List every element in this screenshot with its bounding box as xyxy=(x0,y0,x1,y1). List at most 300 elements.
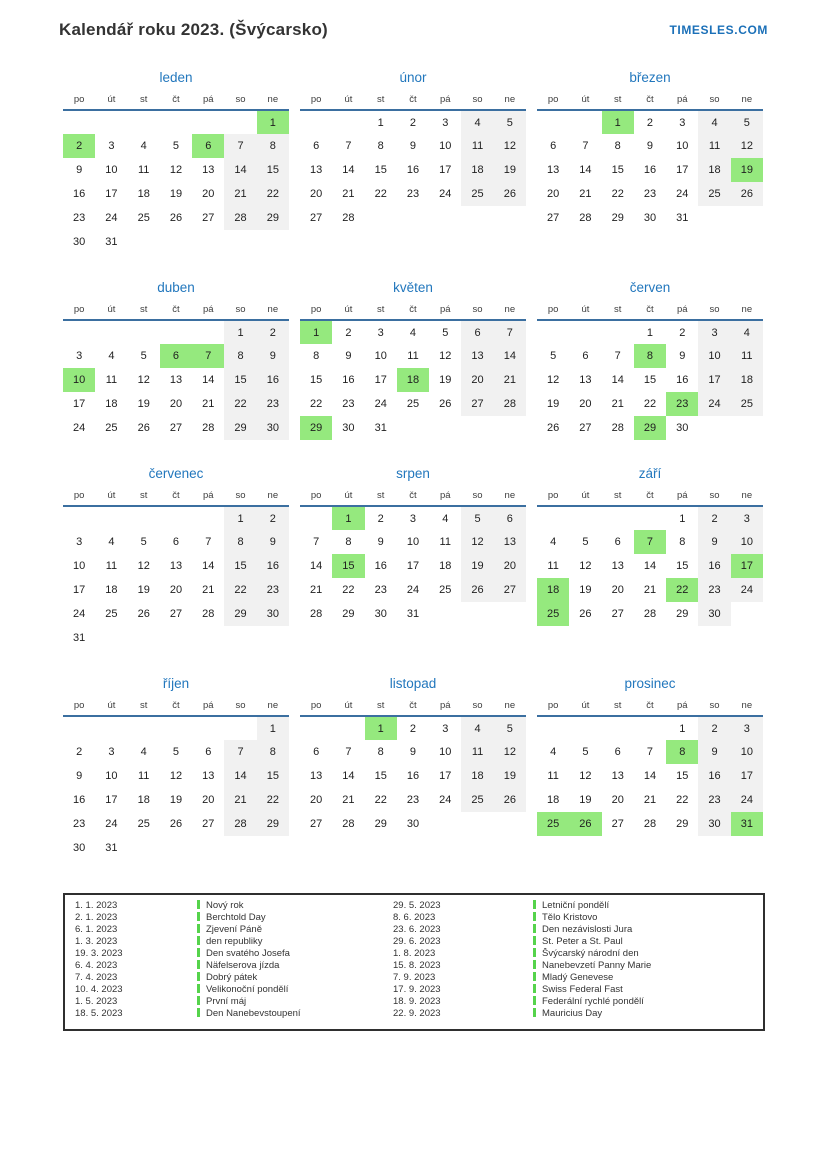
weekday-header: ne xyxy=(731,696,763,716)
day-cell-empty xyxy=(397,416,429,440)
month-tile-prosinec xyxy=(537,676,763,860)
day-cell: 21 xyxy=(643,794,657,806)
holiday-date: 23. 6. 2023 xyxy=(393,924,441,935)
day-cell: 4 xyxy=(550,746,557,758)
day-cell: 18 xyxy=(698,158,730,182)
day-cell: 20 xyxy=(547,188,560,200)
holiday-entry xyxy=(533,924,755,936)
holiday-name: Den nezávislosti Jura xyxy=(542,924,633,935)
month-tile-květen xyxy=(300,280,526,440)
month-title: červenec xyxy=(148,466,204,481)
day-cell: 14 xyxy=(202,560,215,572)
day-cell: 6 xyxy=(614,536,621,548)
week-row xyxy=(300,110,526,134)
day-cell: 21 xyxy=(643,584,657,596)
day-cell: 6 xyxy=(313,140,320,152)
holiday-entry xyxy=(533,936,755,948)
day-cell: 18 xyxy=(105,398,118,410)
weekday-header: pá xyxy=(666,696,698,716)
day-cell-empty xyxy=(128,836,160,860)
day-cell: 12 xyxy=(137,374,150,386)
holiday-date: 1. 8. 2023 xyxy=(393,948,436,959)
week-row xyxy=(300,740,526,764)
day-cell: 3 xyxy=(108,140,115,152)
day-cell: 31 xyxy=(105,842,118,854)
holiday-entry xyxy=(197,972,393,984)
day-cell: 6 xyxy=(614,746,621,758)
day-cell: 12 xyxy=(169,770,183,782)
weekday-header: čt xyxy=(397,696,429,716)
day-cell: 14 xyxy=(342,164,355,176)
weekday-header: ne xyxy=(494,696,526,716)
week-row xyxy=(300,812,526,836)
weekday-header: pá xyxy=(429,486,461,506)
day-cell: 30 xyxy=(698,812,730,836)
weekday-header: út xyxy=(95,90,127,110)
week-row xyxy=(63,344,289,368)
weekday-header: st xyxy=(128,486,160,506)
day-cell: 23 xyxy=(257,392,289,416)
holiday-name: Dobrý pátek xyxy=(206,972,258,983)
day-cell-empty xyxy=(257,230,289,254)
weekday-header: čt xyxy=(634,90,666,110)
week-row xyxy=(537,416,763,440)
day-cell: 29 xyxy=(611,212,624,224)
day-cell: 4 xyxy=(698,110,730,134)
day-cell: 30 xyxy=(643,212,657,224)
day-cell: 8 xyxy=(345,536,352,548)
day-cell: 1 xyxy=(365,716,397,740)
day-cell: 19 xyxy=(439,374,452,386)
holiday-name: Nanebevzetí Panny Marie xyxy=(542,960,652,971)
holiday-marker-icon xyxy=(533,924,536,933)
day-cell: 17 xyxy=(731,764,763,788)
holiday-date: 1. 5. 2023 xyxy=(75,996,118,1007)
holiday-marker-icon xyxy=(533,960,536,969)
day-cell: 9 xyxy=(409,746,417,758)
weekday-header: ne xyxy=(494,486,526,506)
week-row xyxy=(63,554,289,578)
day-cell: 1 xyxy=(646,326,654,339)
holiday-name: Den Nanebevstoupení xyxy=(206,1008,301,1019)
day-cell-empty xyxy=(224,716,256,740)
day-cell: 29 xyxy=(224,602,256,626)
day-cell: 29 xyxy=(374,818,387,830)
day-cell: 2 xyxy=(257,320,289,344)
day-cell: 19 xyxy=(494,764,526,788)
holidays-box xyxy=(63,893,765,1031)
day-cell: 5 xyxy=(550,350,557,362)
weekday-header: út xyxy=(332,300,364,320)
weekday-header: pá xyxy=(192,90,224,110)
holiday-marker-icon xyxy=(197,924,200,933)
month-tile-srpen xyxy=(300,466,526,650)
weekday-header: so xyxy=(461,300,493,320)
day-cell: 29 xyxy=(676,818,689,830)
day-cell: 14 xyxy=(579,164,592,176)
day-cell: 31 xyxy=(676,212,689,224)
day-cell: 1 xyxy=(224,320,256,344)
weekday-header: čt xyxy=(160,90,192,110)
day-cell: 3 xyxy=(442,116,449,129)
day-cell-empty xyxy=(634,716,666,740)
day-cell: 27 xyxy=(611,818,624,830)
day-cell: 18 xyxy=(137,794,150,806)
holiday-date: 7. 4. 2023 xyxy=(75,972,118,983)
day-cell: 12 xyxy=(579,560,592,572)
holiday-marker-icon xyxy=(197,996,200,1005)
weekday-header: st xyxy=(365,300,397,320)
weekday-header: pá xyxy=(192,696,224,716)
holiday-marker-icon xyxy=(197,912,200,921)
day-cell: 26 xyxy=(494,182,526,206)
holiday-name: Letniční pondělí xyxy=(542,900,610,911)
day-cell: 11 xyxy=(105,374,118,386)
day-cell: 26 xyxy=(569,812,601,836)
week-row xyxy=(63,788,289,812)
holiday-name: Švýcarský národní den xyxy=(542,948,639,959)
day-cell: 9 xyxy=(698,530,730,554)
month-table xyxy=(63,486,289,650)
day-cell: 25 xyxy=(731,392,763,416)
day-cell: 5 xyxy=(582,746,589,758)
day-cell: 21 xyxy=(342,188,355,200)
day-cell: 26 xyxy=(169,212,183,224)
holiday-name: Nový rok xyxy=(206,900,244,911)
holiday-marker-icon xyxy=(197,948,200,957)
weekday-header: po xyxy=(63,486,95,506)
day-cell: 19 xyxy=(547,398,560,410)
day-cell: 6 xyxy=(192,134,224,158)
day-cell: 8 xyxy=(224,530,256,554)
day-cell: 25 xyxy=(105,608,118,620)
day-cell: 14 xyxy=(224,158,256,182)
day-cell: 28 xyxy=(494,392,526,416)
holiday-entry xyxy=(533,912,755,924)
day-cell-empty xyxy=(429,206,461,230)
day-cell-empty xyxy=(332,716,364,740)
day-cell: 4 xyxy=(550,536,557,548)
week-row xyxy=(63,812,289,836)
day-cell: 31 xyxy=(731,812,763,836)
day-cell: 5 xyxy=(140,350,147,362)
holiday-date: 19. 3. 2023 xyxy=(75,948,123,959)
day-cell: 27 xyxy=(494,578,526,602)
day-cell: 25 xyxy=(461,788,493,812)
day-cell: 20 xyxy=(611,794,624,806)
weekday-header: út xyxy=(332,486,364,506)
day-cell: 9 xyxy=(76,770,83,782)
day-cell: 12 xyxy=(731,134,763,158)
month-tile-únor xyxy=(300,70,526,254)
months-grid xyxy=(63,70,763,860)
holiday-marker-icon xyxy=(533,972,536,981)
day-cell: 22 xyxy=(310,398,323,410)
day-cell: 18 xyxy=(137,188,150,200)
day-cell-empty xyxy=(461,602,493,626)
day-cell: 9 xyxy=(646,140,654,152)
holiday-date: 1. 3. 2023 xyxy=(75,936,118,947)
day-cell: 17 xyxy=(105,794,118,806)
day-cell: 6 xyxy=(160,344,192,368)
day-cell: 9 xyxy=(257,344,289,368)
week-row xyxy=(63,230,289,254)
day-cell: 5 xyxy=(494,716,526,740)
day-cell: 27 xyxy=(310,212,323,224)
day-cell: 13 xyxy=(202,164,215,176)
weekday-header: po xyxy=(537,90,569,110)
day-cell: 20 xyxy=(310,188,323,200)
day-cell: 6 xyxy=(205,746,212,758)
day-cell: 7 xyxy=(313,536,320,548)
day-cell-empty xyxy=(128,110,160,134)
day-cell: 23 xyxy=(73,212,86,224)
holiday-date: 15. 8. 2023 xyxy=(393,960,441,971)
day-cell: 29 xyxy=(342,608,355,620)
day-cell: 22 xyxy=(224,578,256,602)
day-cell-empty xyxy=(494,812,526,836)
weekday-header: pá xyxy=(429,90,461,110)
day-cell: 22 xyxy=(374,188,387,200)
weekday-header: čt xyxy=(160,300,192,320)
day-cell: 13 xyxy=(310,770,323,782)
day-cell: 14 xyxy=(494,344,526,368)
day-cell: 12 xyxy=(547,374,560,386)
week-row xyxy=(63,578,289,602)
day-cell: 3 xyxy=(442,722,449,735)
day-cell: 6 xyxy=(582,350,589,362)
day-cell-empty xyxy=(300,716,332,740)
week-row xyxy=(300,134,526,158)
day-cell: 29 xyxy=(257,812,289,836)
week-row xyxy=(300,416,526,440)
weekday-header: so xyxy=(698,300,730,320)
month-tile-duben xyxy=(63,280,289,440)
day-cell: 2 xyxy=(76,746,83,758)
day-cell-empty xyxy=(128,716,160,740)
day-cell: 15 xyxy=(611,164,624,176)
day-cell: 3 xyxy=(409,512,417,525)
day-cell: 4 xyxy=(461,110,493,134)
day-cell-empty xyxy=(63,320,95,344)
day-cell-empty xyxy=(602,716,634,740)
holiday-date: 10. 4. 2023 xyxy=(75,984,123,995)
day-cell: 30 xyxy=(406,818,420,830)
day-cell: 24 xyxy=(439,188,452,200)
day-cell: 23 xyxy=(374,584,387,596)
day-cell: 5 xyxy=(494,110,526,134)
weekday-header: pá xyxy=(666,486,698,506)
day-cell: 7 xyxy=(205,536,212,548)
site-link[interactable]: TIMESLES.COM xyxy=(669,23,768,37)
week-row xyxy=(63,134,289,158)
holiday-name: Mauricius Day xyxy=(542,1008,603,1019)
day-cell: 16 xyxy=(374,560,387,572)
weekday-header: čt xyxy=(634,486,666,506)
month-title: únor xyxy=(399,70,427,85)
day-cell: 13 xyxy=(169,560,183,572)
day-cell: 10 xyxy=(406,536,420,548)
day-cell: 23 xyxy=(698,578,730,602)
day-cell: 28 xyxy=(202,422,215,434)
week-row xyxy=(63,740,289,764)
day-cell-empty xyxy=(494,206,526,230)
day-cell: 17 xyxy=(439,164,452,176)
holiday-marker-icon xyxy=(197,972,200,981)
day-cell-empty xyxy=(128,506,160,530)
day-cell: 1 xyxy=(300,320,332,344)
weekday-header: čt xyxy=(160,486,192,506)
day-cell: 14 xyxy=(611,374,624,386)
week-row xyxy=(300,320,526,344)
month-title: červen xyxy=(629,280,671,295)
weekday-header: st xyxy=(365,90,397,110)
weekday-header: pá xyxy=(429,300,461,320)
weekday-header: so xyxy=(224,300,256,320)
month-title: listopad xyxy=(389,676,437,691)
holiday-entry xyxy=(197,984,393,996)
day-cell-empty xyxy=(537,320,569,344)
day-cell-empty xyxy=(128,230,160,254)
week-row xyxy=(537,788,763,812)
day-cell-empty xyxy=(698,206,730,230)
week-row xyxy=(537,134,763,158)
day-cell-empty xyxy=(95,506,127,530)
month-tile-listopad xyxy=(300,676,526,860)
weekday-header: út xyxy=(95,300,127,320)
day-cell: 30 xyxy=(698,602,730,626)
day-cell: 6 xyxy=(172,536,180,548)
day-cell: 28 xyxy=(643,818,657,830)
day-cell-empty xyxy=(224,836,256,860)
day-cell: 24 xyxy=(374,398,387,410)
weekday-header: so xyxy=(224,696,256,716)
day-cell-empty xyxy=(300,506,332,530)
day-cell: 20 xyxy=(611,584,624,596)
day-cell: 13 xyxy=(579,374,592,386)
day-cell: 16 xyxy=(406,770,420,782)
day-cell: 30 xyxy=(374,608,387,620)
day-cell: 22 xyxy=(666,578,698,602)
day-cell: 16 xyxy=(643,164,657,176)
weekday-header: čt xyxy=(397,486,429,506)
weekday-header: ne xyxy=(731,300,763,320)
week-row xyxy=(537,392,763,416)
day-cell: 27 xyxy=(202,212,215,224)
day-cell: 4 xyxy=(442,512,449,525)
holiday-marker-icon xyxy=(533,996,536,1005)
holiday-marker-icon xyxy=(533,912,536,921)
holiday-name: Velikonoční pondělí xyxy=(206,984,289,995)
holiday-date: 17. 9. 2023 xyxy=(393,984,441,995)
day-cell: 13 xyxy=(202,770,215,782)
day-cell: 29 xyxy=(634,416,666,440)
week-row xyxy=(537,182,763,206)
day-cell: 10 xyxy=(105,770,118,782)
weekday-header: so xyxy=(698,486,730,506)
day-cell: 13 xyxy=(547,164,560,176)
holiday-date: 22. 9. 2023 xyxy=(393,1008,441,1019)
day-cell: 26 xyxy=(137,422,150,434)
weekday-header: st xyxy=(602,90,634,110)
day-cell: 23 xyxy=(257,578,289,602)
day-cell: 23 xyxy=(342,398,355,410)
holiday-entry xyxy=(197,900,393,912)
weekday-header: po xyxy=(537,486,569,506)
day-cell-empty xyxy=(731,206,763,230)
week-row xyxy=(300,788,526,812)
day-cell: 24 xyxy=(73,422,86,434)
day-cell: 30 xyxy=(257,416,289,440)
week-row xyxy=(63,392,289,416)
month-title: říjen xyxy=(162,676,190,691)
week-row xyxy=(300,182,526,206)
day-cell: 28 xyxy=(643,608,657,620)
day-cell: 20 xyxy=(169,584,183,596)
day-cell: 15 xyxy=(676,560,689,572)
day-cell: 12 xyxy=(137,560,150,572)
day-cell-empty xyxy=(461,812,493,836)
weekday-header: st xyxy=(128,696,160,716)
weekday-header: so xyxy=(461,696,493,716)
day-cell: 13 xyxy=(611,770,624,782)
day-cell: 28 xyxy=(611,422,624,434)
day-cell: 3 xyxy=(731,506,763,530)
weekday-header: ne xyxy=(257,90,289,110)
holiday-date: 7. 9. 2023 xyxy=(393,972,436,983)
day-cell: 7 xyxy=(345,746,352,758)
day-cell: 2 xyxy=(679,326,686,339)
holiday-entry xyxy=(197,1008,393,1020)
day-cell: 17 xyxy=(73,398,86,410)
day-cell: 4 xyxy=(108,536,115,548)
day-cell: 19 xyxy=(731,158,763,182)
day-cell: 19 xyxy=(461,554,493,578)
day-cell: 3 xyxy=(698,320,730,344)
day-cell-empty xyxy=(332,110,364,134)
day-cell: 25 xyxy=(698,182,730,206)
weekday-header: so xyxy=(224,486,256,506)
holiday-marker-icon xyxy=(197,960,200,969)
day-cell: 21 xyxy=(202,398,215,410)
day-cell-empty xyxy=(160,506,192,530)
day-cell: 16 xyxy=(698,554,730,578)
day-cell: 21 xyxy=(494,368,526,392)
week-row xyxy=(300,368,526,392)
week-row xyxy=(300,344,526,368)
day-cell: 10 xyxy=(439,140,452,152)
day-cell: 22 xyxy=(676,794,689,806)
day-cell: 18 xyxy=(731,368,763,392)
day-cell: 26 xyxy=(137,608,150,620)
day-cell: 5 xyxy=(442,326,449,339)
weekday-header: so xyxy=(224,90,256,110)
day-cell: 22 xyxy=(224,392,256,416)
day-cell-empty xyxy=(698,416,730,440)
day-cell-empty xyxy=(128,320,160,344)
weekday-header: po xyxy=(300,696,332,716)
day-cell: 9 xyxy=(679,350,686,362)
month-title: leden xyxy=(159,70,193,85)
day-cell: 2 xyxy=(646,116,654,129)
day-cell: 15 xyxy=(224,554,256,578)
day-cell: 30 xyxy=(73,236,86,248)
day-cell: 3 xyxy=(76,536,83,548)
week-row xyxy=(300,530,526,554)
day-cell: 11 xyxy=(461,740,493,764)
day-cell: 12 xyxy=(494,134,526,158)
week-row xyxy=(537,716,763,740)
